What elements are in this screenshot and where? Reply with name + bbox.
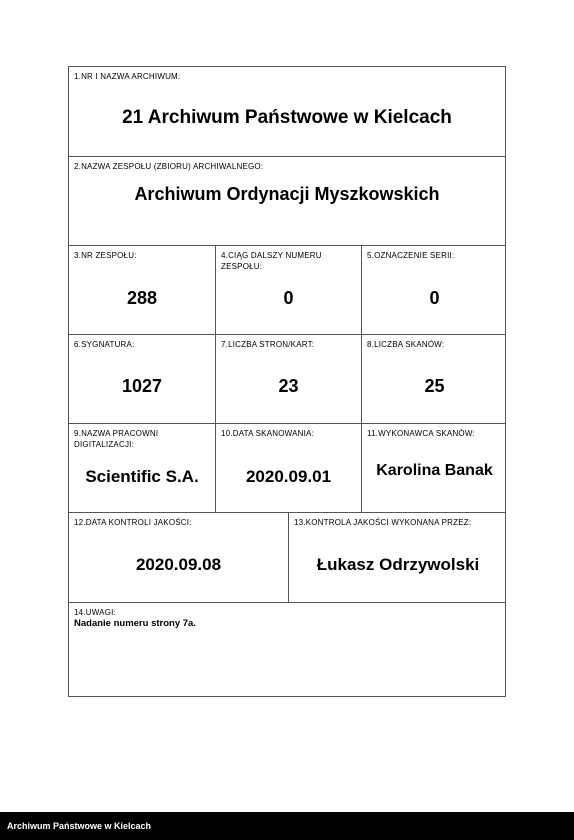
cell-scans [361,335,507,423]
cell-scan-date [215,424,361,512]
field-label: 13.KONTROLA JAKOŚCI WYKONANA PRZEZ: [294,518,472,527]
field-label: 14.UWAGI: [74,608,116,617]
field-label: 2.NAZWA ZESPOŁU (ZBIORU) ARCHIWALNEGO: [74,162,264,171]
scans-value: 25 [424,376,445,396]
cell-archive-name [69,67,505,156]
field-label: 12.DATA KONTROLI JAKOŚCI: [74,518,192,527]
notes-value: Nadanie numeru strony 7a. [74,618,196,629]
field-label: 1.NR I NAZWA ARCHIWUM: [74,72,181,81]
pages-value: 23 [278,376,299,396]
cell-notes [69,603,505,696]
series-value: 0 [429,288,440,308]
field-label: 9.NAZWA PRACOWNI DIGITALIZACJI: [74,429,159,449]
cell-fonds-number [69,246,215,334]
field-label: 7.LICZBA STRON/KART: [221,340,315,349]
row-quality [69,513,505,603]
cell-lab [69,424,215,512]
cell-series [361,246,507,334]
field-label: 4.CIĄG DALSZY NUMERU ZESPOŁU: [221,251,322,271]
cell-qc-date [69,513,288,602]
row-archive [69,67,505,157]
qc-person-value: Łukasz Odrzywolski [316,555,480,574]
footer-bar [0,812,574,840]
fonds-name-value: Archiwum Ordynacji Myszkowskich [134,184,440,204]
signature-value: 1027 [121,376,163,396]
field-label: 3.NR ZESPOŁU: [74,251,137,260]
lab-value: Scientific S.A. [85,467,199,486]
field-label: 10.DATA SKANOWANIA: [221,429,315,438]
field-label: 6.SYGNATURA: [74,340,135,349]
scan-date-value: 2020.09.01 [245,467,332,486]
row-fonds-numbers [69,246,505,335]
fonds-continuation-value: 0 [283,288,294,308]
archive-name-value: 21 Archiwum Państwowe w Kielcach [122,107,452,128]
cell-pages [215,335,361,423]
cell-qc-person [288,513,507,602]
row-signature [69,335,505,424]
row-digitization [69,424,505,513]
scanner-value: Karolina Banak [376,462,493,479]
field-label: 8.LICZBA SKANÓW: [367,340,445,349]
cell-fonds-name [69,157,505,245]
qc-date-value: 2020.09.08 [135,555,222,574]
cell-signature [69,335,215,423]
field-label: 5.OZNACZENIE SERII: [367,251,455,260]
field-label: 11.WYKONAWCA SKANÓW: [367,429,475,438]
row-fonds [69,157,505,246]
cell-scanner [361,424,507,512]
footer-text: Archiwum Państwowe w Kielcach [7,821,152,831]
row-notes [69,603,505,696]
cell-fonds-continuation [215,246,361,334]
metadata-form [68,66,506,697]
fonds-number-value: 288 [126,288,158,308]
